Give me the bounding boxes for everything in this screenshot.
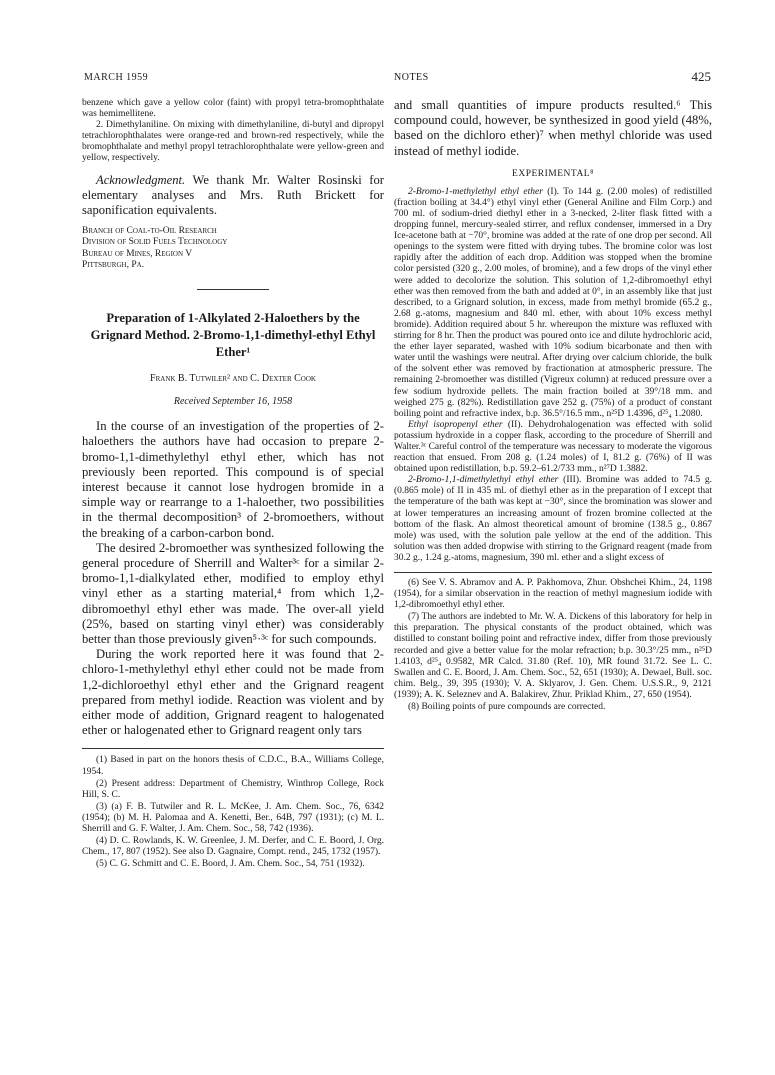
affiliation-block [82,226,384,271]
body-paragraph-continuation: and small quantities of impure products resulted.⁶ This compound could, however, be synthesized in good yield (48%, based on the dichloro ether)⁷ when methyl chloride was used instead of methyl iodide. [394,98,712,158]
compound-3-procedure: (III). Bromine was added to 74.5 g. (0.865 mole) of II in 435 ml. of diethyl ether as in the preparation of I except that the temperature of the bath was kept at −30°, since the bromination was slower and at lower temperatures an increasing amount of frozen bromine collected at the bottom of the flask. An almost theoretical amount of bromine (138.5 g., 0.867 mole) was used, with the solution pale yellow at the end of the addition. This solution was then added dropwise with stirring to the Grignard reagent (made from 30.2 g., 1.24 g.-atoms, magnesium, 390 ml. ether and a slight excess of [394,475,712,563]
article-separator [197,289,269,290]
compound-1-procedure: (I). To 144 g. (2.00 moles) of redistilled (fraction boiling at 34.4°) ethyl vinyl ether (General Aniline and Film Corp.) and 700 ml. of sodium-dried diethyl ether in a 3-necked, 2-liter flask fitted with a dropping funnel, mercury-sealed stirrer, and reflux condenser, immersed in a Dry Ice-acetone bath at −70°, bromine was added at the rate of one drop per second. All openings to the system were fitted with drying tubes. The bromine color was lost rapidly after the addition of each drop. Addition was stopped when the bromine color persisted (320 g., 2.00 moles, of bromine), and a few drops of the vinyl ether were added to decolorize the solution. This solution of 1,2-dibromoethyl ethyl ether was then removed from the bath and added at 0°, in an assembly like that just described, to a Grignard solution, in excess, made from methyl bromide (65.2 g., 2.68 g.-atoms, magnesium and 840 ml. ether, with about 10% excess methyl bromide). Addition required about 5 hr. whereupon the mixture was refluxed with stirring for 8 hr. Then the product was poured onto ice and dilute hydrochloric acid, the ether layer separated, washed with 10% sodium bicarbonate and then with water until the washings were neutral. After drying over calcium chloride, the bulk of the solvent ether was removed by fractionation at atmospheric pressure. The remaining 2-bromoether was distilled (Vigreux column) at reduced pressure over a few sodium hydroxide pellets. The main fraction boiled at 39°/18 mm. and weighed 275 g. (82%). Redistillation gave 252 g. (75%) of a product of constant boiling point and refractive index, b.p. 36.5°/16.5 mm., n²⁵D 1.4396, d²⁵₄ 1.2080. [394,186,712,419]
page-number: 425 [691,69,711,84]
acknowledgment-text: We thank Mr. Walter Rosinski for elementary analyses and Mrs. Ruth Brickett for saponification equivalents. [82,172,384,217]
running-header-date: MARCH 1959 [84,72,149,83]
compound-2-procedure: (II). Dehydrohalogenation was effected with solid potassium hydroxide in a copper flask, according to the procedure of Sherrill and Walter.³ᶜ Careful control of the temperature was necessary to moderate the vigorous reaction that ensued. From 208 g. (1.24 moles) of I, 81.2 g. (76%) of II was obtained upon redistillation, b.p. 59.2–61.2/733 mm., n²⁷D 1.3882. [394,419,712,475]
article-authors: Frank B. Tutwiler² and C. Dexter Cook [150,372,316,384]
footnote-rule [394,572,712,573]
affiliation-line: Branch of Coal-to-Oil Research [82,226,217,237]
footnotes-right [394,578,712,713]
footnote: (8) Boiling points of pure compounds are corrected. [408,702,606,713]
body-paragraph-3: During the work reported here it was found that 2-chloro-1-methylethyl ethyl ether could not be made from 1,2-dichloroethyl ethyl ether and the Grignard reagent prepared from methyl iodide. Reaction was violent and by either mode of addition, Grignard reagent to halogenated ether or halogenated ether to Grignard reagent only tars [82,647,384,738]
acknowledgment-label: Acknowledgment. [96,172,186,187]
compound-2-name: Ethyl isopropenyl ether [408,419,503,430]
received-date: Received September 16, 1958 [173,396,293,408]
footnote: (3) (a) F. B. Tutwiler and R. L. McKee, J. Am. Chem. Soc., 76, 6342 (1954); (b) M. H. Palomaa and A. Kenetti, Ber., 64B, 797 (1931); (c) M. L. Sherrill and G. F. Walter, J. Am. Chem. Soc., 58, 742 (1936). [82,801,384,835]
section-heading-experimental: EXPERIMENTAL⁸ [512,168,594,179]
running-header-section: NOTES [394,72,429,83]
right-column [394,98,712,1061]
footnotes-left [82,755,384,870]
body-paragraph-1: In the course of an investigation of the properties of 2-haloethers the authors have had occasion to prepare 2-bromo-1,1-dimethylethyl ethyl ether, which has not previously been reported. This compound is of special interest because it cannot lose hydrogen bromide in a simple way or rearrange to a 1-haloether, two possibilities in the thermal decomposition³ of 2-bromoethers, without the breaking of a carbon-carbon bond. [82,419,384,540]
prev-article-item-2: 2. Dimethylaniline. On mixing with dimethylaniline, di-butyl and dipropyl tetrachlorophthalates were orange-red and brown-red respectively, while the bromophthalate and methyl propyl tetrachlorophthalate were yellow-green and yellow, respectively. [82,120,384,164]
experimental-compound-3 [394,475,712,564]
compound-3-name: 2-Bromo-1,1-dimethylethyl ethyl ether [408,475,559,486]
prev-article-continuation: benzene which gave a yellow color (faint) with propyl tetra-bromophthalate was hemimellitene. [82,98,384,120]
footnote: (2) Present address: Department of Chemistry, Winthrop College, Rock Hill, S. C. [82,778,384,800]
footnote: (5) C. G. Schmitt and C. E. Boord, J. Am. Chem. Soc., 54, 751 (1932). [96,859,365,870]
footnote: (1) Based in part on the honors thesis of C.D.C., B.A., Williams College, 1954. [82,755,384,777]
footnote: (4) D. C. Rowlands, K. W. Greenlee, J. M. Derfer, and C. E. Boord, J. Org. Chem., 17, 807 (1952). See also D. Gagnaire, Compt. rend., 245, 1732 (1957). [82,836,384,858]
acknowledgment [82,173,384,219]
compound-1-name: 2-Bromo-1-methylethyl ethyl ether [408,186,543,197]
article-title: Preparation of 1-Alkylated 2-Haloethers by the Grignard Method. 2-Bromo-1,1-dimethyl-ethyl Ethyl Ether¹ [90,310,376,359]
footnote: (7) The authors are indebted to Mr. W. A. Dickens of this laboratory for help in this preparation. The physical constants of the product obtained, which was distilled to constant boiling point and refractive index, differ from those previously recorded and give a better value for the molar refraction; b.p. 30.3°/25 mm., n²⁵D 1.4103, d²⁵₄ 0.9582, MR Calcd. 31.80 (Ref. 10), MR found 31.72. See L. C. Swallen and C. E. Boord, J. Am. Chem. Soc., 52, 651 (1930); A. Dewael, Bull. soc. chim. Belg., 39, 395 (1930); V. A. Sklyarov, J. Gen. Chem. U.S.S.R., 9, 2121 (1939); A. K. Seleznev and A. Balakirev, Zhur. Priklad Khim., 27, 650 (1954). [394,612,712,700]
experimental-compound-2 [394,420,712,475]
affiliation-line: Division of Solid Fuels Technology [82,237,228,248]
footnote: (6) See V. S. Abramov and A. P. Pakhomova, Zhur. Obshchei Khim., 24, 1198 (1954), for a similar observation in the reaction of methyl magnesium iodide with 1,2-dibromoethyl ethyl ether. [394,578,712,611]
body-paragraph-2: The desired 2-bromoether was synthesized following the general procedure of Sherrill and Walter³ᶜ for a similar 2-bromo-1,1-dialkylated ether, modified to employ ethyl vinyl ether as a starting material,⁴ from which 1,2-dibromoethyl ethyl ether was made. The over-all yield (25%, based on starting vinyl ether) was considerably better than those previously given⁵·³ᶜ for such compounds. [82,540,384,647]
experimental-compound-1 [394,187,712,420]
affiliation-line: Pittsburgh, Pa. [82,259,145,270]
affiliation-line: Bureau of Mines, Region V [82,248,193,259]
footnote-rule [82,748,384,749]
left-column [82,98,384,1061]
